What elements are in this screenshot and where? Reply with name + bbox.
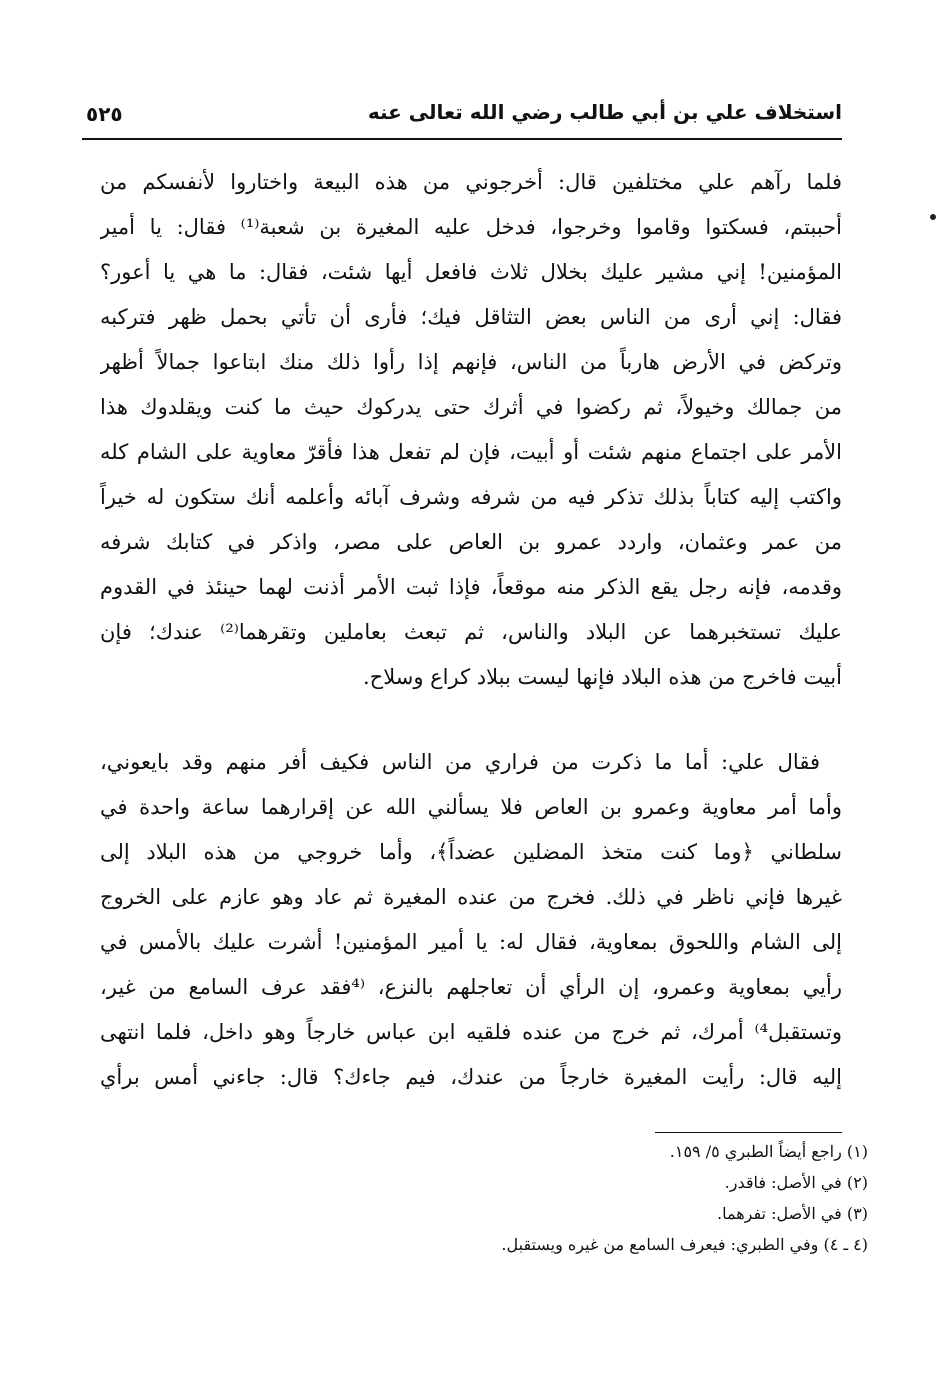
text-line: إلى الشام واللحوق بمعاوية، فقال له: يا أمير المؤمنين! أشرت عليك بالأمس في bbox=[100, 930, 842, 954]
text-line: عليك تستخبرهما عن البلاد والناس، ثم تبعث بعاملين وتقرهما⁽²⁾ عندك؛ فإن bbox=[100, 620, 842, 644]
text-line: المؤمنين! إني مشير عليك بخلال ثلاث فافعل أيها شئت، فقال: ما هي يا أعور؟ bbox=[100, 260, 842, 284]
text-line: فقال: إني أرى من الناس بعض التثاقل فيك؛ فأرى أن تأتي بحمل ظهر فتركبه bbox=[100, 305, 842, 329]
footnote-separator bbox=[655, 1132, 842, 1133]
text-line: واكتب إليه كتاباً بذلك تذكر فيه من شرفه وشرف آبائه وأعلمه أنك ستكون له خيراً bbox=[100, 485, 842, 509]
text-line: الأمر على اجتماع منهم شئت أو أبيت، فإن لم تفعل هذا فأقرّ معاوية على الشام كله bbox=[100, 440, 842, 464]
text-line: أبيت فاخرج من هذه البلاد فإنها ليست ببلاد كراع وسلاح. bbox=[362, 665, 842, 689]
text-line: وأما أمر معاوية وعمرو بن العاص فلا يسألني الله عن إقرارهما ساعة واحدة في bbox=[100, 795, 842, 819]
page-number: ٥٢٥ bbox=[86, 102, 123, 126]
text-line: وتركض في الأرض هارباً من الناس، فإنهم إذا رأوا ذلك منك ابتاعوا جمالاً أظهر bbox=[100, 350, 842, 374]
footnote: (٢) في الأصل: فاقدر. bbox=[724, 1173, 868, 1192]
footnote: (٤ ـ ٤) وفي الطبري: فيعرف السامع من غيره ويستقبل. bbox=[501, 1235, 868, 1254]
footnotes bbox=[300, 1136, 868, 1260]
text-line: وقدمه، فإنه رجل يقع الذكر منه موقعاً، فإذا ثبت الأمر أذنت لهما حينئذ في القدوم bbox=[100, 575, 842, 599]
footnote: (١) راجع أيضاً الطبري ٥/ ١٥٩. bbox=[669, 1142, 868, 1161]
text-line: أحببتم، فسكتوا وقاموا وخرجوا، فدخل عليه المغيرة بن شعبة⁽¹⁾ فقال: يا أمير bbox=[100, 215, 842, 239]
text-line: فقال علي: أما ما ذكرت من فراري من الناس فكيف أفر منهم وقد بايعوني، bbox=[100, 750, 820, 774]
text-line: غيرها فإني ناظر في ذلك. فخرج من عنده المغيرة ثم عاد وهو عازم على الخروج bbox=[100, 885, 842, 909]
footnote: (٣) في الأصل: تفرهما. bbox=[716, 1204, 868, 1223]
text-line: سلطاني ﴿وما كنت متخذ المضلين عضداً﴾، وأما خروجي من هذه البلاد إلى bbox=[100, 840, 842, 864]
chapter-title: استخلاف علي بن أبي طالب رضي الله تعالى عنه bbox=[367, 100, 842, 124]
paragraph-2 bbox=[100, 740, 842, 1100]
margin-dot bbox=[930, 214, 936, 220]
text-line: فلما رآهم علي مختلفين قال: أخرجوني من هذه البيعة واختاروا لأنفسكم من bbox=[100, 170, 842, 194]
text-line: وتستقبل⁴⁾ أمرك، ثم خرج من عنده فلقيه ابن عباس خارجاً وهو داخل، فلما انتهى bbox=[100, 1020, 842, 1044]
paragraph-1 bbox=[100, 160, 842, 700]
running-header bbox=[82, 96, 842, 140]
text-line: إليه قال: رأيت المغيرة خارجاً من عندك، فيم جاءك؟ قال: جاءني أمس برأي bbox=[100, 1065, 842, 1089]
text-line: رأيي بمعاوية وعمرو، إن الرأي أن تعاجلهم بالنزع، ⁽⁴فقد عرف السامع من غير، bbox=[100, 975, 842, 999]
text-line: من عمر وعثمان، واردد عمرو بن العاص على مصر، واذكر في كتابك شرفه bbox=[100, 530, 842, 554]
text-line: من جمالك وخيولاً، ثم ركضوا في أثرك حتى يدركوك حيث ما كنت ويقلدوك هذا bbox=[100, 395, 842, 419]
